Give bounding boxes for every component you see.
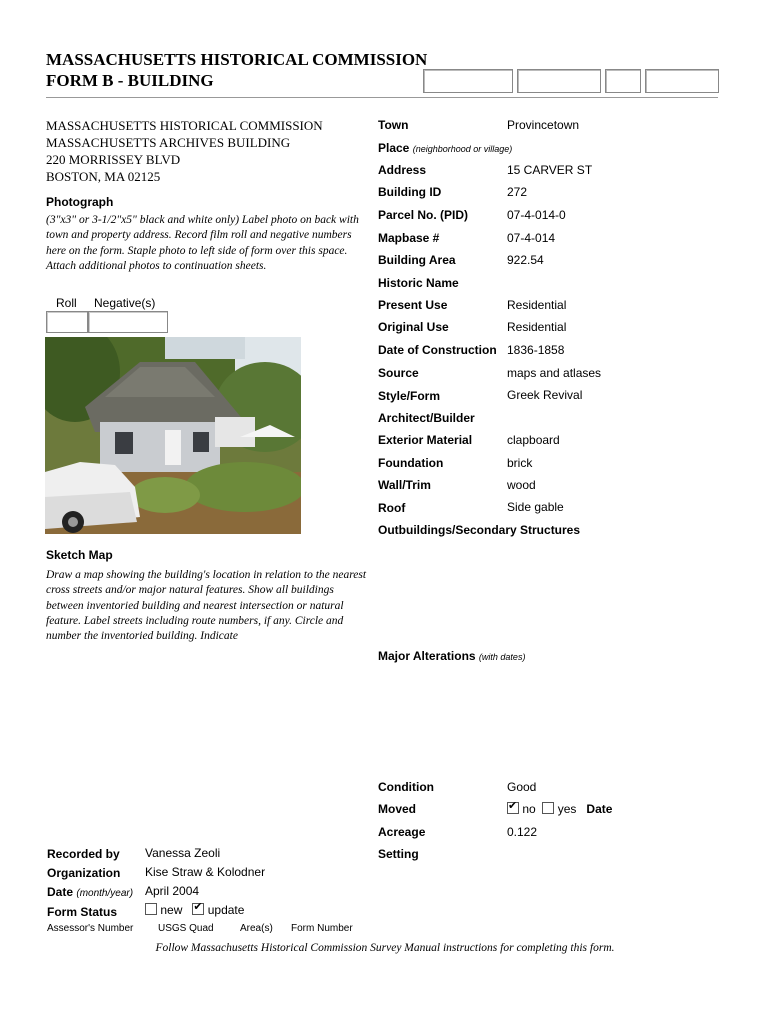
style-form-value[interactable]: Greek Revival bbox=[507, 388, 583, 402]
status-update-label: update bbox=[207, 903, 245, 917]
building-area-value[interactable]: 922.54 bbox=[507, 253, 544, 267]
negatives-input[interactable] bbox=[88, 311, 168, 333]
date-sub: (month/year) bbox=[76, 888, 134, 899]
address-value[interactable]: 15 CARVER ST bbox=[507, 163, 593, 177]
style-form-label: Style/Form bbox=[378, 389, 441, 403]
header-box-form-number[interactable] bbox=[645, 69, 719, 93]
status-new-label: new bbox=[160, 903, 183, 917]
place-label-text: Place bbox=[378, 141, 410, 155]
mapbase-label: Mapbase # bbox=[378, 231, 440, 245]
condition-label: Condition bbox=[378, 780, 434, 794]
moved-date-label: Date bbox=[586, 802, 613, 816]
roll-label: Roll bbox=[56, 296, 77, 310]
original-use-label: Original Use bbox=[378, 320, 449, 334]
exterior-label: Exterior Material bbox=[378, 433, 473, 447]
date-label bbox=[47, 885, 133, 899]
condition-value[interactable]: Good bbox=[507, 780, 537, 794]
wall-trim-label: Wall/Trim bbox=[378, 478, 431, 492]
moved-label: Moved bbox=[378, 802, 417, 816]
organization-label: Organization bbox=[47, 866, 121, 880]
date-value[interactable]: April 2004 bbox=[145, 884, 200, 898]
moved-options bbox=[507, 802, 612, 816]
moved-yes-label: yes bbox=[557, 802, 577, 816]
major-alterations-text: Major Alterations bbox=[378, 649, 476, 663]
commission-address bbox=[46, 117, 323, 185]
assessors-number-label: Assessor's Number bbox=[47, 923, 134, 934]
form-title bbox=[46, 49, 427, 91]
town-value[interactable]: Provincetown bbox=[507, 118, 580, 132]
moved-no-checkbox[interactable] bbox=[507, 802, 519, 814]
form-title-line2: FORM B - BUILDING bbox=[46, 71, 214, 90]
present-use-label: Present Use bbox=[378, 298, 448, 312]
negatives-label: Negative(s) bbox=[94, 296, 156, 310]
foundation-label: Foundation bbox=[378, 456, 444, 470]
footer-instructions: Follow Massachusetts Historical Commission Survey Manual instructions for completing this form. bbox=[155, 942, 615, 954]
mapbase-value[interactable]: 07-4-014 bbox=[507, 231, 556, 245]
setting-label: Setting bbox=[378, 847, 419, 861]
form-status-label: Form Status bbox=[47, 905, 118, 919]
source-label: Source bbox=[378, 366, 419, 380]
form-status-options bbox=[145, 903, 244, 917]
address-line: MASSACHUSETTS HISTORICAL COMMISSION bbox=[46, 118, 323, 133]
sketch-map-label: Sketch Map bbox=[46, 548, 113, 562]
header-box-assessor[interactable] bbox=[423, 69, 513, 93]
wall-trim-value[interactable]: wood bbox=[507, 478, 536, 492]
form-number-label: Form Number bbox=[291, 923, 353, 934]
form-title-line1: MASSACHUSETTS HISTORICAL COMMISSION bbox=[46, 50, 428, 69]
address-line: MASSACHUSETTS ARCHIVES BUILDING bbox=[46, 135, 291, 150]
major-alterations-label bbox=[378, 649, 525, 663]
architect-label: Architect/Builder bbox=[378, 411, 475, 425]
address-line: 220 MORRISSEY BLVD bbox=[46, 152, 181, 167]
photograph-label: Photograph bbox=[46, 195, 114, 209]
header-box-area[interactable] bbox=[605, 69, 641, 93]
outbuildings-label: Outbuildings/Secondary Structures bbox=[378, 523, 581, 537]
town-label: Town bbox=[378, 118, 409, 132]
original-use-value[interactable]: Residential bbox=[507, 320, 567, 334]
address-line: BOSTON, MA 02125 bbox=[46, 169, 161, 184]
building-area-label: Building Area bbox=[378, 253, 456, 267]
sketch-map-instructions: Draw a map showing the building's location in relation to the nearest cross streets and/or major natural features. Show all buildings between inventoried building and nearest intersection or natural feature. Label streets including route numbers, if any. Circle and number the inventoried building. Indicate bbox=[46, 569, 367, 643]
exterior-value[interactable]: clapboard bbox=[507, 433, 560, 447]
date-construction-value[interactable]: 1836-1858 bbox=[507, 343, 565, 357]
recorded-by-value[interactable]: Vanessa Zeoli bbox=[145, 846, 221, 860]
roll-input[interactable] bbox=[46, 311, 88, 333]
moved-no-label: no bbox=[522, 802, 536, 816]
header-divider bbox=[46, 97, 718, 98]
organization-value[interactable]: Kise Straw & Kolodner bbox=[145, 865, 266, 879]
usgs-quad-label: USGS Quad bbox=[158, 923, 214, 934]
roof-label: Roof bbox=[378, 501, 406, 515]
date-construction-label: Date of Construction bbox=[378, 343, 497, 357]
recorded-by-label: Recorded by bbox=[47, 847, 120, 861]
present-use-value[interactable]: Residential bbox=[507, 298, 567, 312]
source-value[interactable]: maps and atlases bbox=[507, 366, 602, 380]
status-update-checkbox[interactable] bbox=[192, 903, 204, 915]
moved-yes-checkbox[interactable] bbox=[542, 802, 554, 814]
building-id-value[interactable]: 272 bbox=[507, 185, 528, 199]
foundation-value[interactable]: brick bbox=[507, 456, 533, 470]
roof-value[interactable]: Side gable bbox=[507, 500, 564, 514]
place-label bbox=[378, 141, 512, 155]
status-new-checkbox[interactable] bbox=[145, 903, 157, 915]
place-sub: (neighborhood or village) bbox=[412, 144, 513, 154]
acreage-value[interactable]: 0.122 bbox=[507, 825, 538, 839]
historic-name-label: Historic Name bbox=[378, 276, 459, 290]
address-label: Address bbox=[378, 163, 427, 177]
building-photo bbox=[45, 337, 301, 534]
parcel-label: Parcel No. (PID) bbox=[378, 208, 469, 222]
building-id-label: Building ID bbox=[378, 185, 442, 199]
acreage-label: Acreage bbox=[378, 825, 426, 839]
header-box-usgs[interactable] bbox=[517, 69, 601, 93]
parcel-value[interactable]: 07-4-014-0 bbox=[507, 208, 566, 222]
areas-label: Area(s) bbox=[240, 923, 273, 934]
major-alterations-sub: (with dates) bbox=[478, 652, 526, 662]
photograph-instructions: (3"x3" or 3-1/2"x5" black and white only) Label photo on back with town and property address. Record film roll and negative numbers here on the form. Staple photo to left side of form over this space. Attach additional photos to continuation sheets. bbox=[46, 214, 359, 272]
date-label-text: Date bbox=[47, 885, 74, 899]
